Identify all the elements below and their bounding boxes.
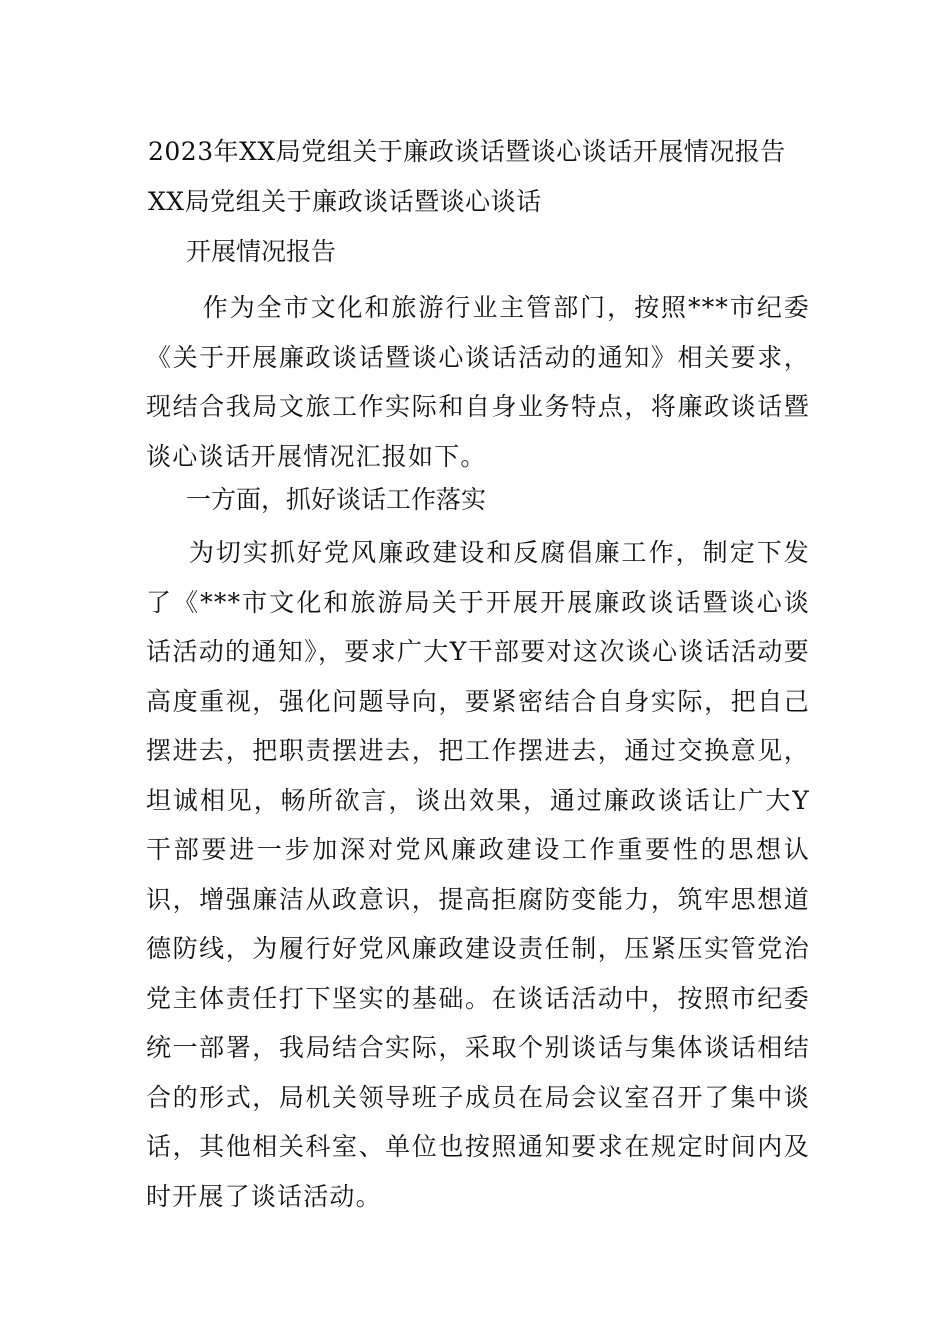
section-heading: 一方面，抓好谈话工作落实	[186, 485, 487, 514]
document-subtitle-continued: 开展情况报告	[186, 237, 337, 266]
document-subtitle: XX局党组关于廉政谈话暨谈心谈话	[148, 187, 542, 216]
body-paragraph-text: 为切实抓好党风廉政建设和反腐倡廉工作，制定下发了《***市文化和旅游局关于开展开展廉政谈话暨谈心谈话活动的通知》，要求广大Y干部要对这次谈心谈话活动要高度重视，强化问题导向，要紧密结合自身实际，把自己摆进去，把职责摆进去，把工作摆进去，通过交换意见，坦诚相见，畅所欲言，谈出效果，通过廉政谈话让广大Y干部要进一步加深对党风廉政建设工作重要性的思想认识，增强廉洁从政意识，提高拒腐防变能力，筑牢思想道德防线，为履行好党风廉政建设责任制，压紧压实管党治党主体责任打下坚实的基础。在谈话活动中，按照市纪委统一部署，我局结合实际，采取个别谈话与集体谈话相结合的形式，局机关领导班子成员在局会议室召开了集中谈话，其他相关科室、单位也按照通知要求在规定时间内及时开展了谈话活动。	[146, 538, 810, 1211]
intro-paragraph-text: 作为全市文化和旅游行业主管部门，按照***市纪委《关于开展廉政谈话暨谈心谈话活动的通知》相关要求，现结合我局文旅工作实际和自身业务特点，将廉政谈话暨谈心谈话开展情况汇报如下。	[146, 293, 810, 471]
intro-paragraph	[146, 283, 810, 481]
document-title: 2023年XX局党组关于廉政谈话暨谈心谈话开展情况报告	[148, 137, 786, 166]
body-paragraph	[146, 528, 810, 1221]
